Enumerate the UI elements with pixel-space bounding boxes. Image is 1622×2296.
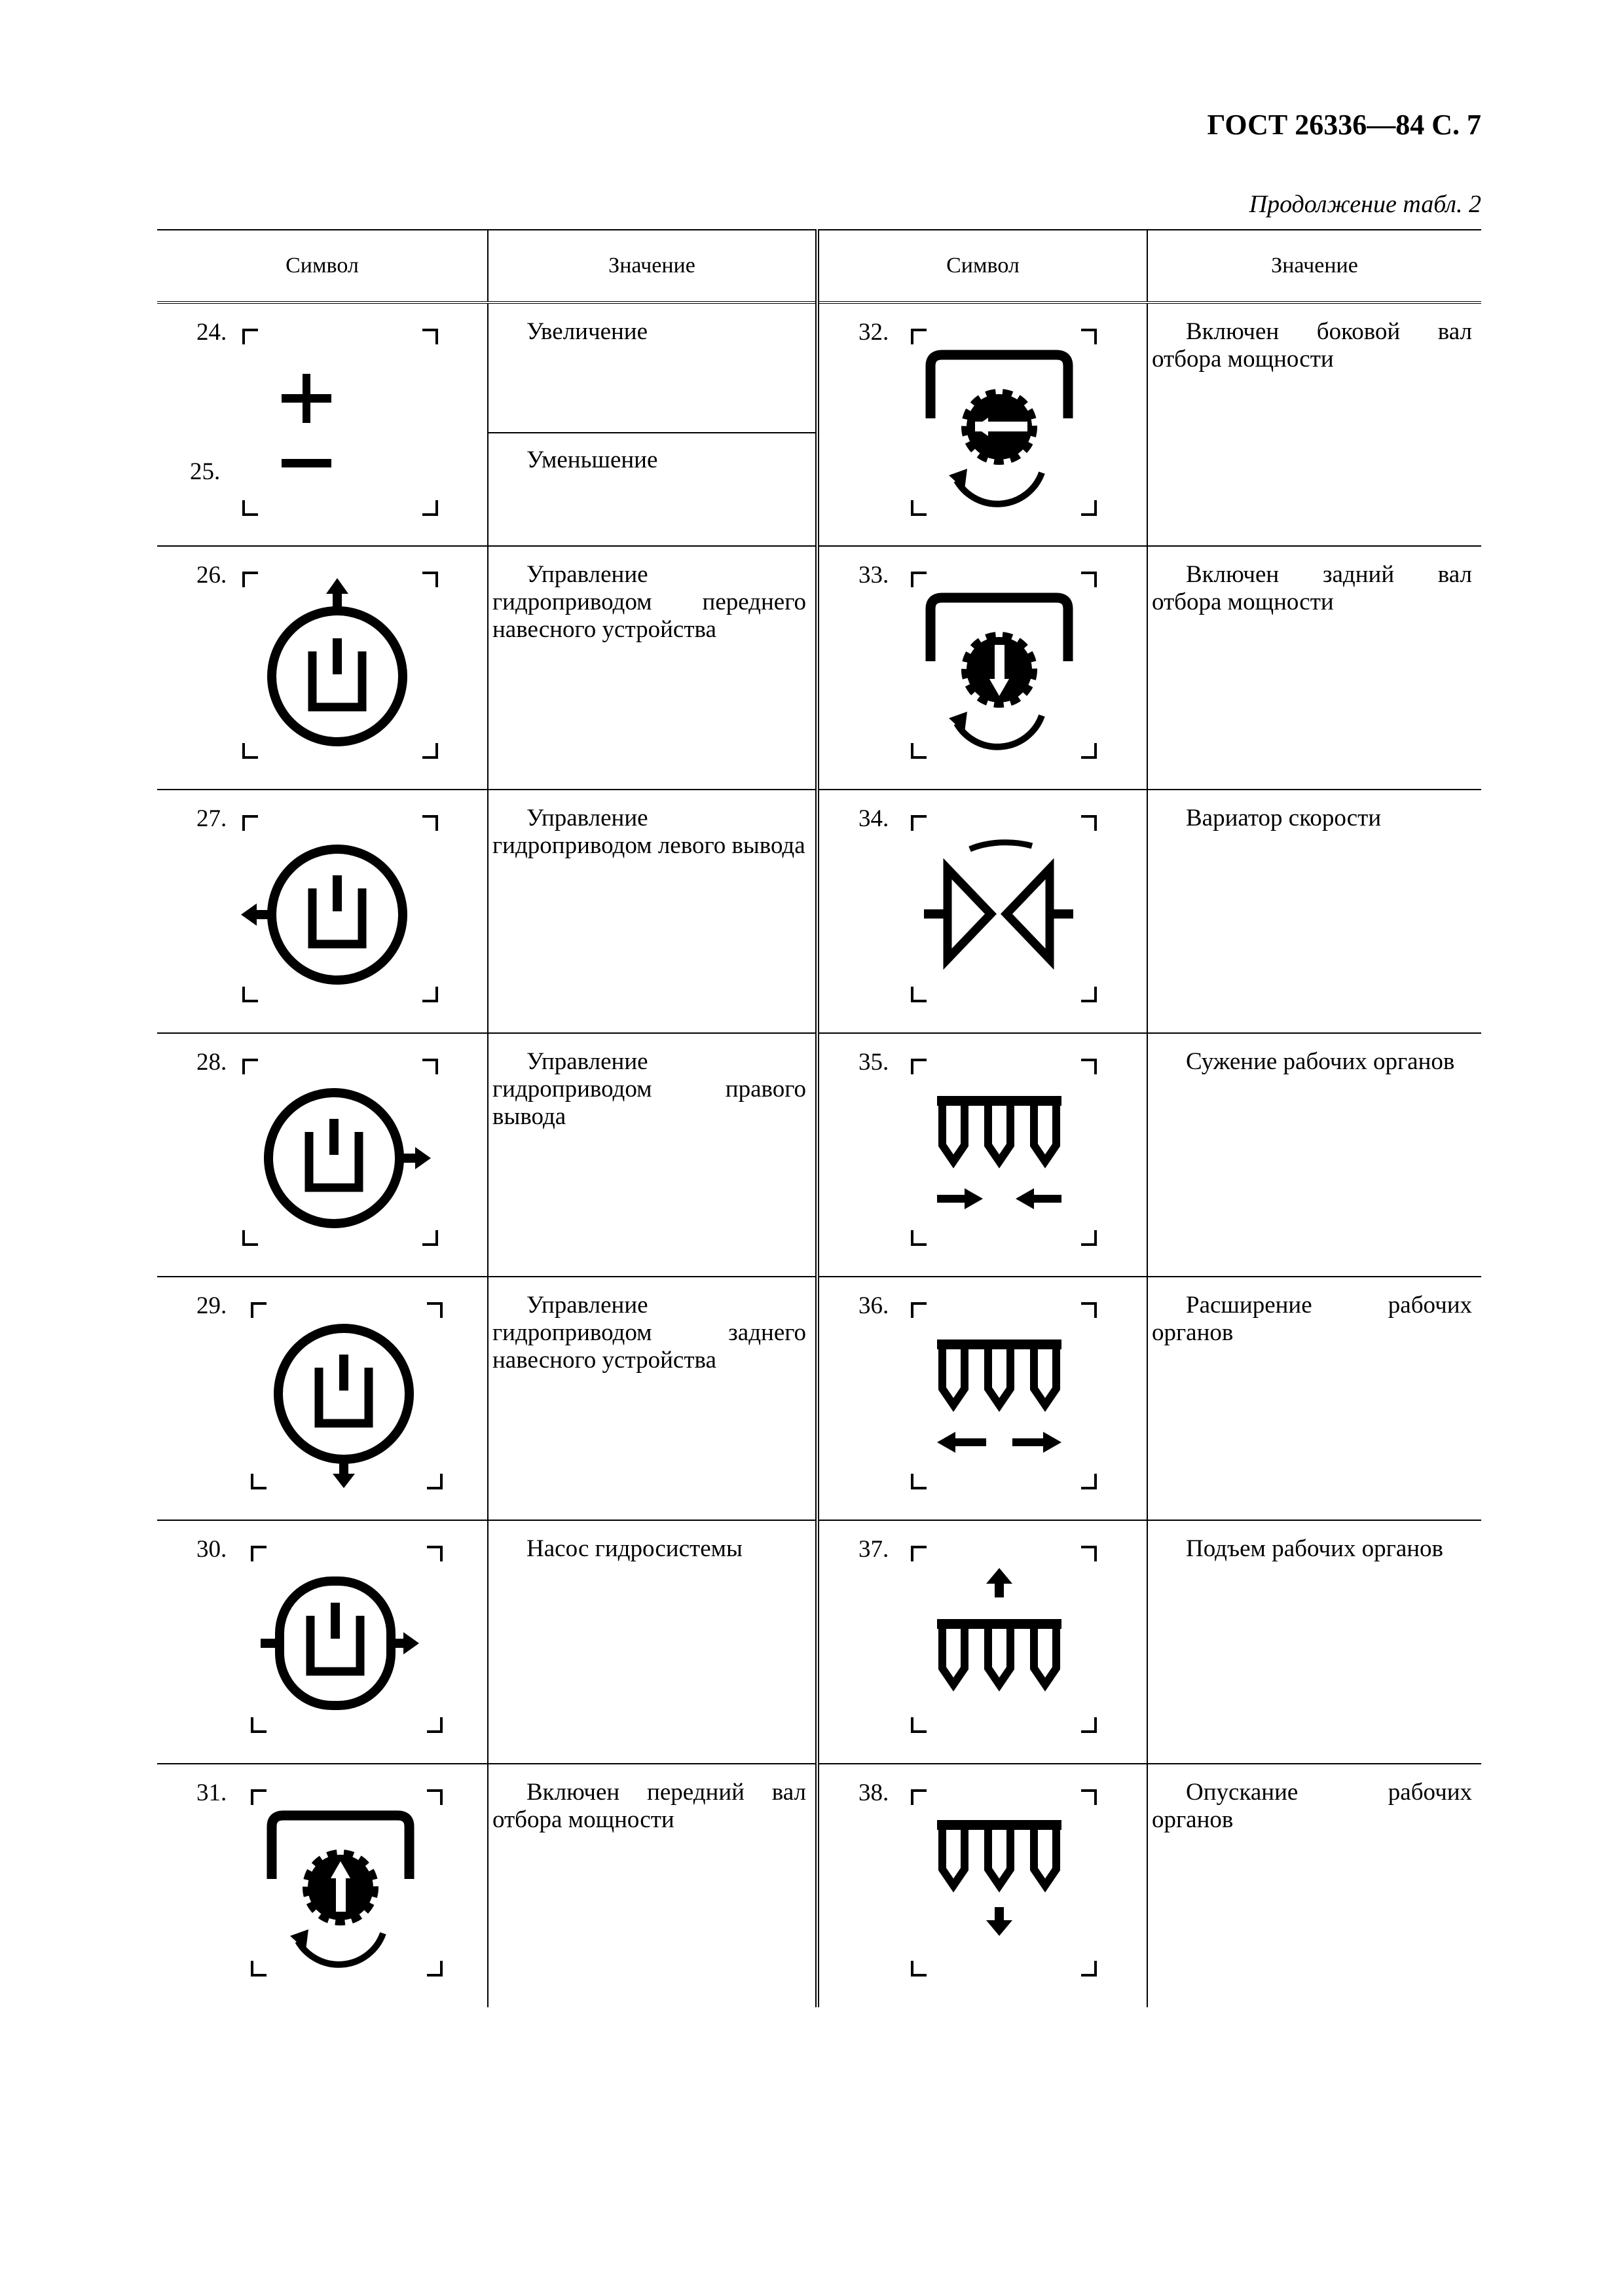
pto-side-shaft-icon — [819, 304, 1149, 547]
meaning-cell — [1147, 1764, 1481, 2007]
symbol-number: 31. — [196, 1779, 227, 1806]
symbol-cell — [817, 1764, 1147, 2007]
symbol-cell — [817, 302, 1147, 546]
meaning-text: Уменьшение — [526, 446, 658, 473]
symbol-cell — [817, 546, 1147, 790]
meaning-cell — [1147, 1277, 1481, 1520]
header-symbol: Символ — [157, 230, 488, 302]
meaning-cell — [488, 1520, 817, 1764]
meaning-text: Подъем рабочих органов — [1186, 1535, 1444, 1562]
meaning-text: Увеличение — [488, 304, 815, 433]
table-header-row — [157, 230, 1481, 302]
meaning-cell — [488, 790, 817, 1033]
speed-variator-icon — [819, 790, 1149, 1034]
meaning-text: Включен передний вал отбора мощности — [492, 1779, 806, 1833]
symbol-number: 30. — [196, 1536, 227, 1563]
table-row — [157, 546, 1481, 790]
symbol-number: 35. — [858, 1049, 889, 1076]
symbol-number: 28. — [196, 1049, 227, 1076]
meaning-cell — [1147, 1520, 1481, 1764]
meaning-text: Вариатор скорости — [1186, 805, 1382, 831]
meaning-text: Управление гидроприводом переднего навесного устройства — [492, 561, 806, 643]
table-row — [157, 790, 1481, 1033]
meaning-cell — [1147, 790, 1481, 1033]
symbol-number: 27. — [196, 805, 227, 832]
raising-working-parts-icon — [819, 1521, 1149, 1764]
meaning-text: Расширение рабочих органов — [1152, 1292, 1472, 1346]
meaning-cell — [488, 546, 817, 790]
symbols-table — [157, 229, 1481, 2007]
table-row — [157, 1033, 1481, 1277]
symbol-cell — [157, 1764, 488, 2007]
hydraulic-right-outlet-icon — [157, 1034, 488, 1277]
meaning-cell — [488, 302, 817, 546]
table-row — [157, 1520, 1481, 1764]
meaning-text: Управление гидроприводом заднего навесного устройства — [492, 1292, 806, 1374]
pto-front-shaft-icon — [157, 1764, 488, 2008]
meaning-text: Управление гидроприводом левого вывода — [492, 805, 805, 859]
symbol-cell — [157, 546, 488, 790]
meaning-cell — [1147, 302, 1481, 546]
widening-working-parts-icon — [819, 1277, 1149, 1521]
symbol-number: 37. — [858, 1536, 889, 1563]
symbol-number: 38. — [858, 1779, 889, 1806]
header-meaning: Значение — [1147, 230, 1481, 302]
hydraulic-rear-hitch-icon — [157, 1277, 488, 1521]
symbol-cell — [817, 1033, 1147, 1277]
symbol-number: 25. — [190, 458, 221, 485]
symbol-number: 32. — [858, 319, 889, 346]
symbol-cell — [157, 790, 488, 1033]
table-row — [157, 1764, 1481, 2007]
meaning-text: Опускание рабочих органов — [1152, 1779, 1472, 1833]
hydraulic-front-hitch-icon — [157, 547, 488, 790]
meaning-text: Насос гидросистемы — [526, 1535, 743, 1562]
meaning-cell — [1147, 546, 1481, 790]
symbol-cell — [157, 1277, 488, 1520]
symbol-cell — [817, 1520, 1147, 1764]
symbol-number: 24. — [196, 319, 227, 346]
plus-minus-icon — [157, 304, 488, 547]
meaning-cell — [1147, 1033, 1481, 1277]
table-continuation-note: Продолжение табл. 2 — [1249, 191, 1481, 218]
meaning-cell — [488, 1277, 817, 1520]
meaning-cell — [488, 1764, 817, 2007]
symbol-number: 26. — [196, 562, 227, 589]
meaning-text: Управление гидроприводом правого вывода — [492, 1048, 806, 1130]
symbol-cell — [157, 302, 488, 546]
pto-rear-shaft-icon — [819, 547, 1149, 790]
narrowing-working-parts-icon — [819, 1034, 1149, 1277]
symbol-number: 36. — [858, 1292, 889, 1319]
table-row — [157, 1277, 1481, 1520]
symbol-cell — [157, 1033, 488, 1277]
meaning-text: Включен задний вал отбора мощности — [1152, 561, 1472, 615]
hydraulic-left-outlet-icon — [157, 790, 488, 1034]
symbol-cell — [817, 790, 1147, 1033]
meaning-text: Сужение рабочих органов — [1186, 1048, 1455, 1075]
header-meaning: Значение — [488, 230, 817, 302]
symbol-cell — [817, 1277, 1147, 1520]
symbol-cell — [157, 1520, 488, 1764]
lowering-working-parts-icon — [819, 1764, 1149, 2008]
symbol-number: 34. — [858, 805, 889, 832]
page-header: ГОСТ 26336—84 С. 7 — [1207, 109, 1481, 141]
hydraulic-pump-icon — [157, 1521, 488, 1764]
header-symbol: Символ — [817, 230, 1147, 302]
meaning-text: Включен боковой вал отбора мощности — [1152, 318, 1472, 373]
meaning-cell — [488, 1033, 817, 1277]
symbol-number: 29. — [196, 1292, 227, 1319]
symbol-number: 33. — [858, 562, 889, 589]
table-row — [157, 302, 1481, 546]
